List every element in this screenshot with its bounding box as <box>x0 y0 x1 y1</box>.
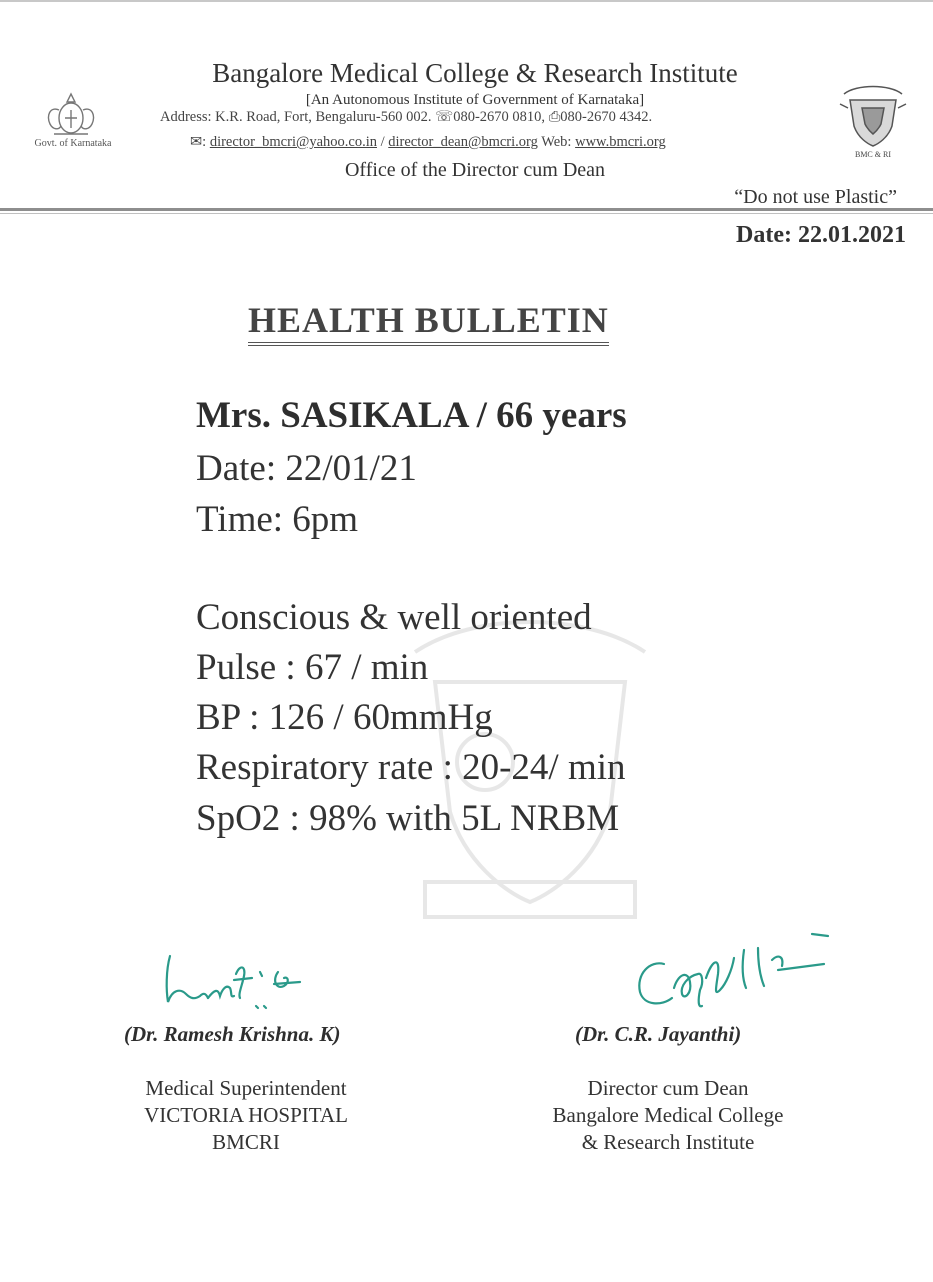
pulse-line: Pulse : 67 / min <box>196 647 429 688</box>
signature-jayanthi <box>628 930 838 1012</box>
web-link[interactable]: www.bmcri.org <box>575 134 666 150</box>
signatory-2-title-line: & Research Institute <box>581 1130 755 1154</box>
web-label: Web: <box>541 134 572 150</box>
signatory-1-title-line: VICTORIA HOSPITAL <box>144 1103 348 1127</box>
patient-line: Mrs. SASIKALA / 66 years <box>196 395 627 436</box>
signatory-name-2: (Dr. C.R. Jayanthi) <box>575 1022 742 1046</box>
signatory-2-title-line: Bangalore Medical College <box>552 1103 784 1127</box>
bp-line: BP : 126 / 60mmHg <box>196 697 493 738</box>
bmcri-emblem-label: BMC & RI <box>854 150 891 159</box>
institution-name: Bangalore Medical College & Research Institute <box>212 58 738 88</box>
email-link-director[interactable]: director_bmcri@yahoo.co.in <box>209 134 377 150</box>
header-rule <box>0 208 933 211</box>
phone-icon: ☏ <box>435 109 454 125</box>
signatory-title-block-2 <box>518 1075 818 1156</box>
bulletin-title: HEALTH BULLETIN <box>248 298 609 346</box>
bmcri-crest-icon <box>836 82 910 152</box>
fax-icon: ⎙ <box>548 109 561 125</box>
email-link-dean[interactable]: director_dean@bmcri.org <box>388 134 538 150</box>
respiratory-line: Respiratory rate : 20-24/ min <box>196 747 626 788</box>
scan-top-edge <box>0 0 933 2</box>
bulletin-date: Date: 22/01/21 <box>196 448 417 489</box>
signatory-1-title-line: BMCRI <box>212 1130 280 1154</box>
signatory-name-1: (Dr. Ramesh Krishna. K) <box>124 1022 341 1046</box>
header-rule-thin <box>0 213 933 214</box>
email-separator: / <box>376 134 389 150</box>
document-date: Date: 22.01.2021 <box>736 222 906 248</box>
address-text: Address: K.R. Road, Fort, Bengaluru-560 002. <box>160 109 432 125</box>
office-title: Office of the Director cum Dean <box>344 159 606 181</box>
email-icon: ✉: <box>190 134 207 150</box>
signatory-2-title-line: Director cum Dean <box>587 1076 749 1100</box>
phone-text: 080-2670 0810, <box>453 109 546 125</box>
bulletin-time: Time: 6pm <box>196 499 359 540</box>
contact-line <box>160 134 800 151</box>
address-line <box>160 109 800 126</box>
karnataka-emblem-icon <box>40 88 102 138</box>
govt-label: Govt. of Karnataka <box>34 138 112 149</box>
signature-ramesh-krishna <box>160 950 310 1012</box>
plastic-note: “Do not use Plastic” <box>734 186 897 208</box>
status-line: Conscious & well oriented <box>196 597 592 638</box>
signatory-1-title-line: Medical Superintendent <box>145 1076 347 1100</box>
institution-subtitle: [An Autonomous Institute of Government of Karnataka] <box>305 92 645 108</box>
fax-text: 080-2670 4342. <box>560 109 653 125</box>
spo2-line: SpO2 : 98% with 5L NRBM <box>196 798 620 839</box>
signatory-title-block-1 <box>96 1075 396 1156</box>
